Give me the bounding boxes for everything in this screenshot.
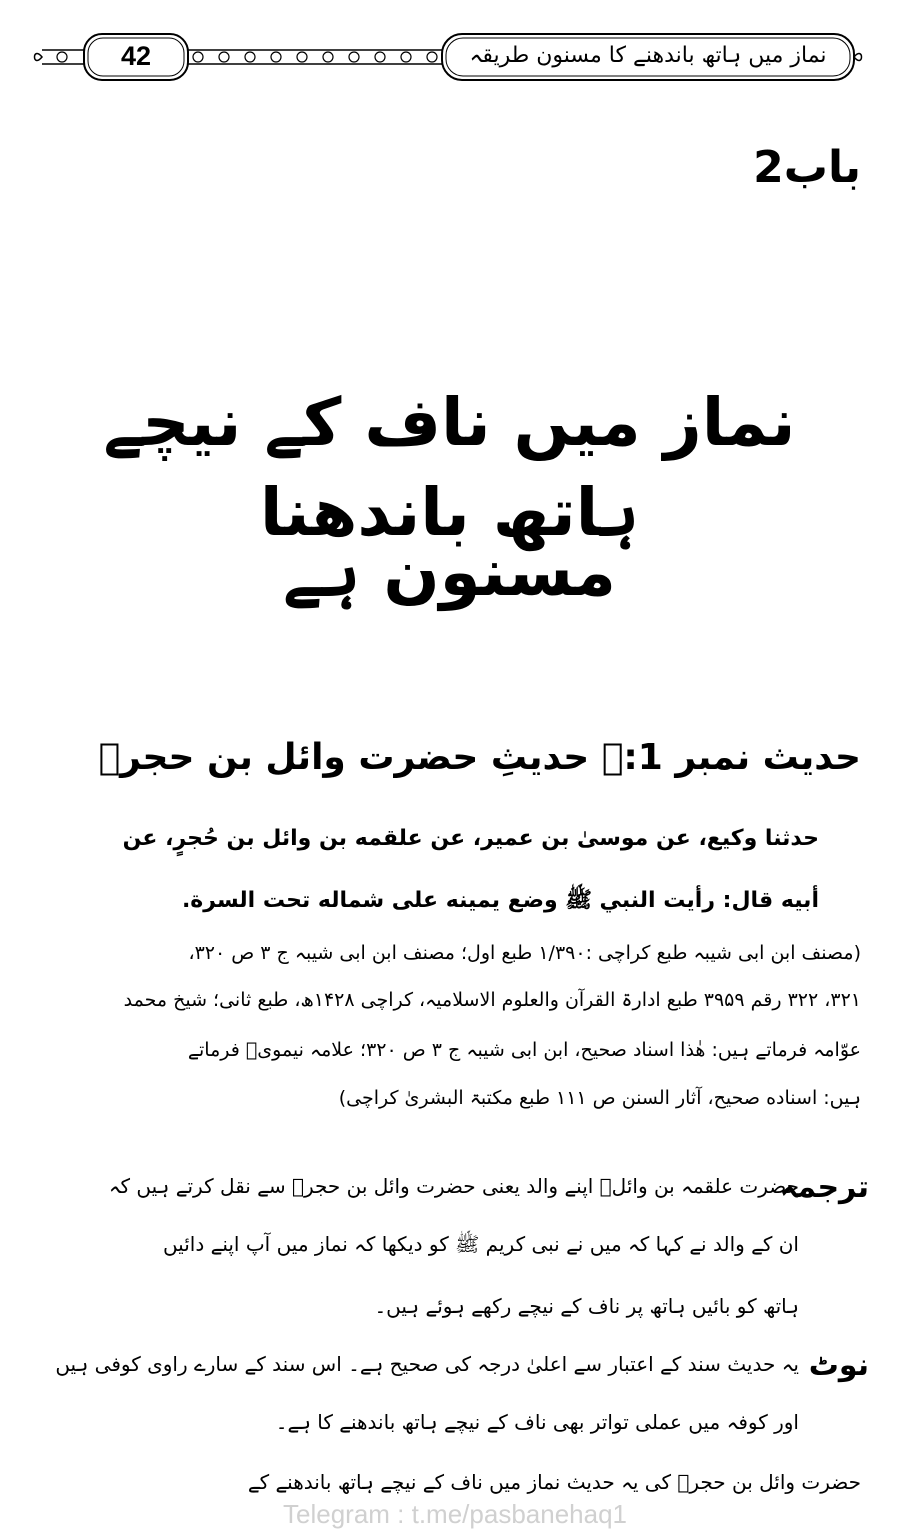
hadith-heading: حدیث نمبر 1:۔ حدیثِ حضرت وائل بن حجرؓ: [98, 737, 861, 778]
translation-line: ہاتھ کو بائیں ہاتھ پر ناف کے نیچے رکھے ہوئے ہیں۔: [374, 1294, 799, 1318]
arabic-text-line: حدثنا وكيع، عن موسىٰ بن عمير، عن علقمه بن وائل بن حُجرٍ، عن: [122, 826, 819, 851]
note-line: اور کوفہ میں عملی تواتر بھی ناف کے نیچے ہاتھ باندھنے کا ہے۔: [275, 1410, 799, 1434]
note-line: یہ حدیث سند کے اعتبار سے اعلیٰ درجہ کی صحیح ہے۔ اس سند کے سارے راوی کوفی ہیں: [55, 1352, 799, 1376]
translation-line: ان کے والد نے کہا کہ میں نے نبی کریم ﷺ کو دیکھا کہ نماز میں آپ اپنے دائیں: [162, 1232, 799, 1256]
arabic-text-line: أبيه قال: رأيت النبي ﷺ وضع يمينه على شماله تحت السرة.: [181, 888, 819, 913]
translation-line: حضرت علقمہ بن وائلؒ اپنے والد یعنی حضرت وائل بن حجرؓ سے نقل کرتے ہیں کہ: [108, 1174, 799, 1198]
telegram-watermark: Telegram : t.me/pasbanehaq1: [283, 1499, 627, 1529]
reference-line: ۳۲۱، ۳۲۲ رقم ۳۹۵۹ طبع ادارۃ القرآن والعلوم الاسلامیہ، کراچی ۱۴۲۸ھ، طبع ثانی؛ شیخ محمد: [123, 989, 861, 1011]
main-title-line-1: نماز میں ناف کے نیچے ہاتھ باندھنا: [103, 384, 796, 551]
page-header: [28, 30, 868, 84]
chapter-heading: باب2: [753, 142, 861, 193]
reference-line: ہیں: اسناده صحیح، آثار السنن ص ۱۱۱ طبع مکتبۃ البشریٰ کراچی): [338, 1087, 861, 1109]
reference-line: عوّامہ فرماتے ہیں: هٰذا اسناد صحیح، ابن ابی شیبہ ج ۳ ص ۳۲۰؛ علامہ نیمویؒ فرماتے: [187, 1039, 861, 1061]
continuation-line: حضرت وائل بن حجرؓ کی یہ حدیث نماز میں ناف کے نیچے ہاتھ باندھنے کے: [247, 1470, 861, 1494]
translation-label: ترجمہ: [779, 1170, 869, 1205]
running-title: نماز میں ہاتھ باندھنے کا مسنون طریقہ: [469, 43, 827, 68]
page-number: 42: [120, 41, 152, 71]
main-title-line-2: مسنون ہے: [283, 534, 616, 611]
note-label: نوٹ: [808, 1348, 869, 1383]
reference-line: (مصنف ابن ابی شیبہ طبع کراچی :۱/۳۹۰ طبع اول؛ مصنف ابن ابی شیبہ ج ۳ ص ۳۲۰،: [188, 942, 861, 964]
